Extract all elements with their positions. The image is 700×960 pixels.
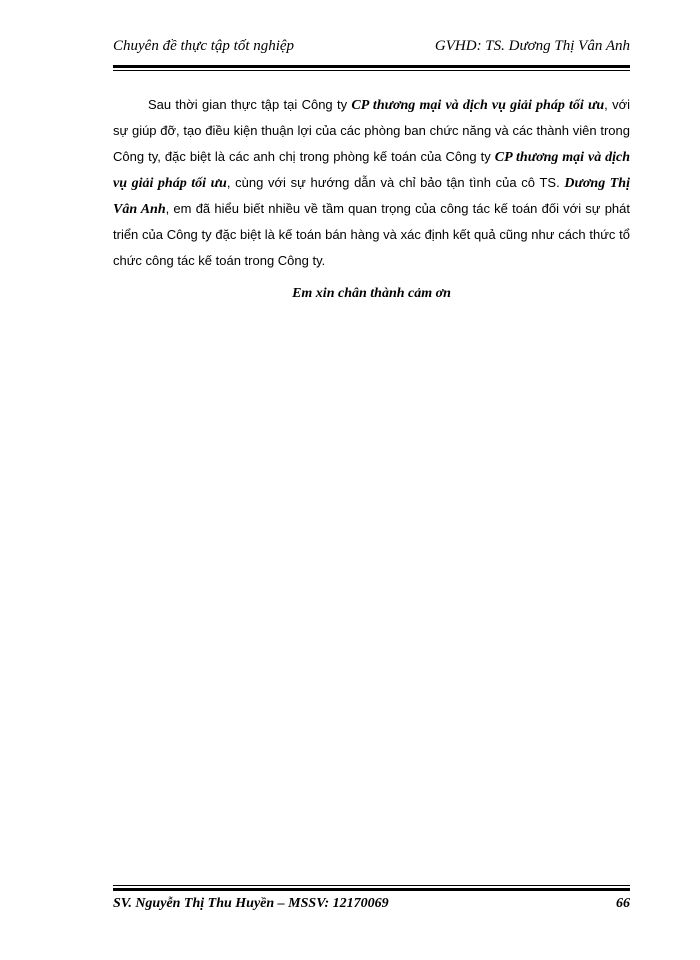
header-advisor: GVHD: TS. Dương Thị Vân Anh — [434, 38, 630, 54]
paragraph-text-4: , em đã hiểu biết nhiều về tầm quan trọng của công tác kế toán đối với sự phát triển của Công ty đặc biệt là kế toán bán hàng và xác định kết quả cũng như cách thức tổ chức công tác kế toán trong Công ty. — [113, 201, 630, 268]
footer-rule-thin — [113, 885, 630, 886]
header-title: Chuyên đề thực tập tốt nghiệp — [113, 38, 295, 54]
acknowledgement-paragraph — [113, 92, 630, 273]
page-footer — [113, 896, 630, 918]
footer-student: SV. Nguyễn Thị Thu Huyền – MSSV: 12170069 — [113, 896, 389, 911]
header-rule-thin — [113, 70, 630, 71]
page-number: 66 — [616, 896, 630, 911]
footer-rule-thick — [113, 888, 630, 891]
header-rule-thick — [113, 65, 630, 68]
paragraph-text-1: Sau thời gian thực tập tại Công ty — [148, 97, 352, 112]
company-name: CP thương mại và dịch vụ giải pháp tối ưu — [351, 98, 605, 113]
advisor-name: Dương Thị Vân Anh — [113, 175, 630, 218]
paragraph-text-2: , với sự giúp đỡ, tạo điều kiện thuận lợi của các phòng ban chức năng và các thành viên trong Công ty, đặc biệt là các anh chị trong phòng kế toán của Công ty — [113, 97, 630, 164]
thank-you-line: Em xin chân thành cảm ơn — [292, 286, 451, 301]
company-name: CP thương mại và dịch vụ giải pháp tối ưu — [113, 149, 630, 191]
paragraph-text-3: , cùng với sự hướng dẫn và chỉ bảo tận tình của cô TS. — [226, 174, 565, 190]
page-header — [113, 38, 630, 68]
